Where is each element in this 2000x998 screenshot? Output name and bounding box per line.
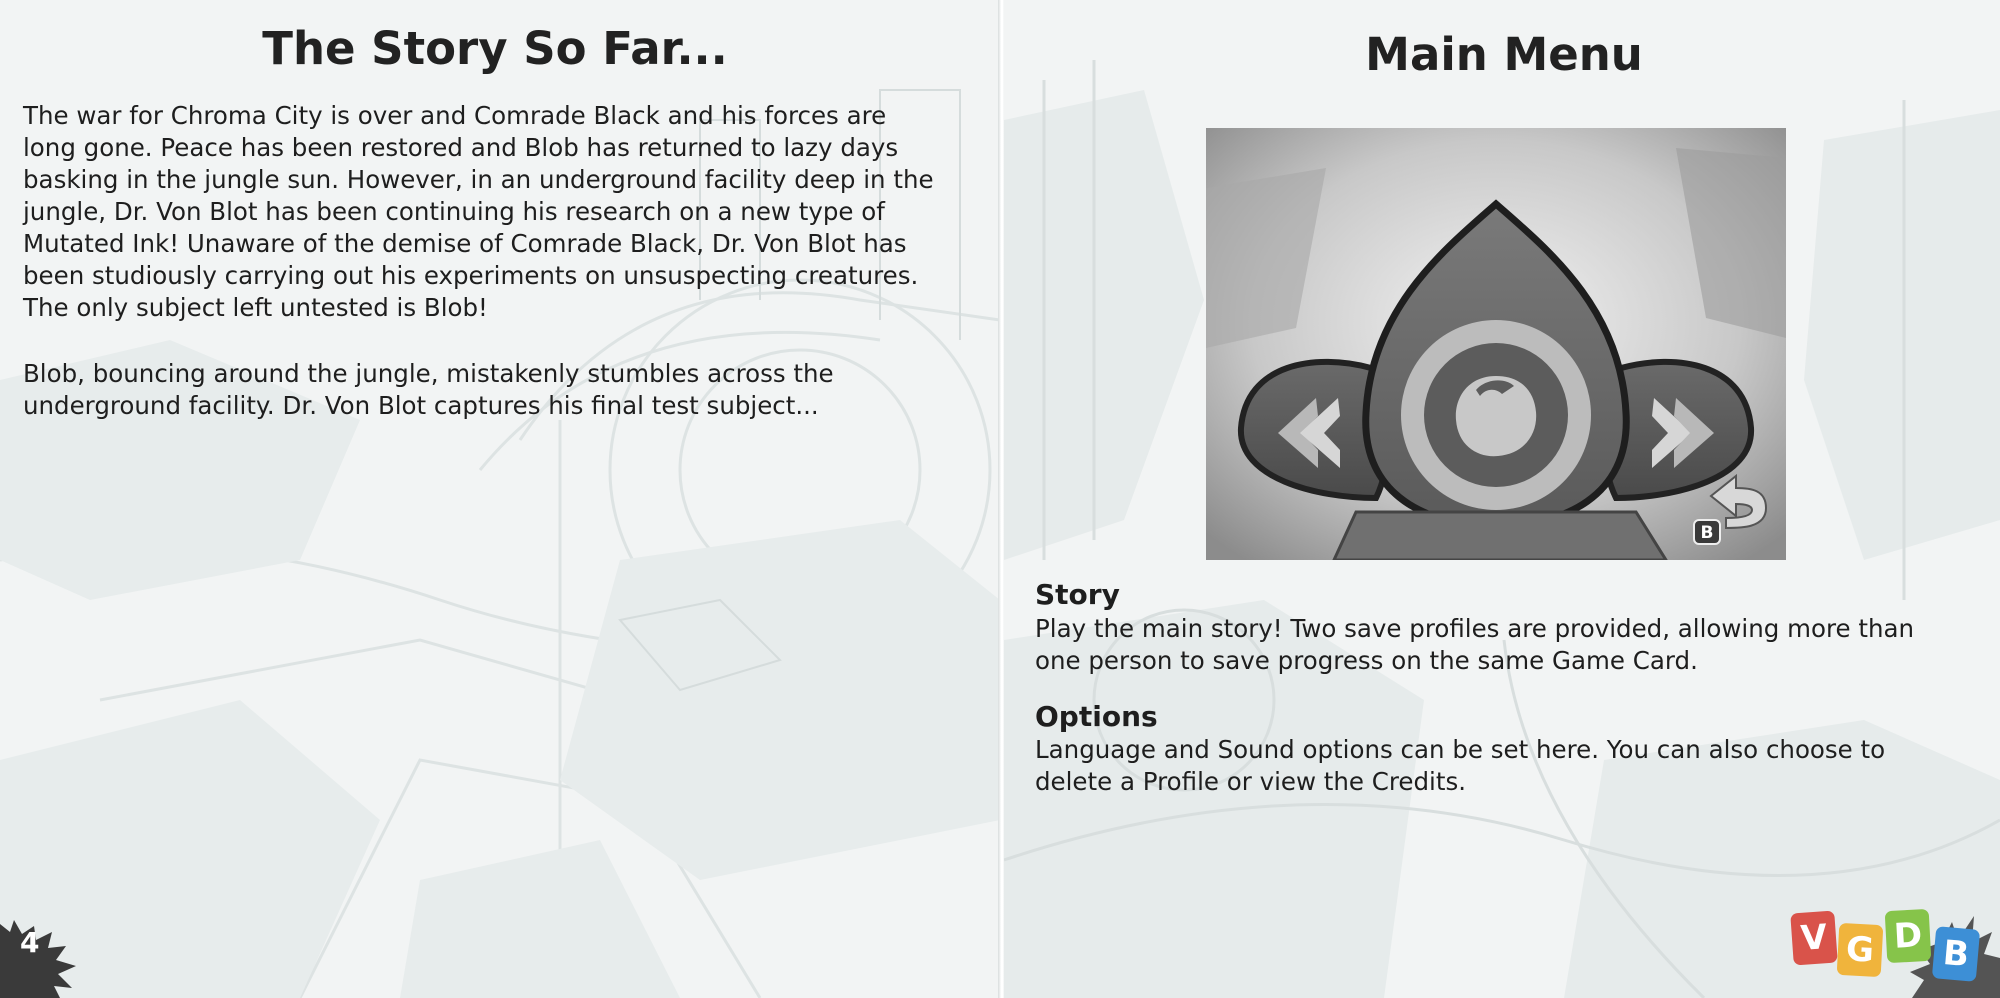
section-body-options — [1035, 734, 1885, 798]
section-body-story — [1035, 613, 1914, 677]
game-screenshot — [1206, 128, 1786, 560]
text-line: The only subject left untested is Blob! — [23, 293, 488, 322]
right-page — [1004, 0, 2000, 998]
page-title: Main Menu — [1365, 28, 1643, 81]
vgdb-watermark — [1792, 902, 2000, 998]
text-line: been studiously carrying out his experiments on unsuspecting creatures. — [23, 261, 919, 290]
text-line: Language and Sound options can be set here. You can also choose to — [1035, 735, 1886, 764]
watermark-letter: G — [1837, 923, 1884, 977]
text-line: one person to save progress on the same Game Card. — [1035, 646, 1698, 675]
section-heading-options: Options — [1035, 700, 1158, 733]
watermark-letter: B — [1932, 926, 1980, 982]
ink-splat-icon — [0, 918, 80, 998]
story-paragraph-2 — [23, 358, 834, 422]
blob-icon — [1456, 376, 1536, 456]
text-line: Blob, bouncing around the jungle, mistakenly stumbles across the — [23, 359, 834, 388]
page-title: The Story So Far... — [262, 22, 728, 75]
watermark-letter: V — [1790, 911, 1838, 966]
text-line: The war for Chroma City is over and Comrade Black and his forces are — [23, 101, 887, 130]
text-line: underground facility. Dr. Von Blot captures his final test subject... — [23, 391, 819, 420]
section-heading-story: Story — [1035, 578, 1120, 611]
text-line: Play the main story! Two save profiles are provided, allowing more than — [1035, 614, 1915, 643]
text-line: jungle, Dr. Von Blot has been continuing his research on a new type of — [23, 197, 885, 226]
text-line: delete a Profile or view the Credits. — [1035, 767, 1467, 796]
story-paragraph-1 — [23, 100, 934, 324]
text-line: basking in the jungle sun. However, in an underground facility deep in the — [23, 165, 934, 194]
page-number: 4 — [20, 926, 40, 959]
watermark-letter: D — [1885, 909, 1932, 963]
text-line: Mutated Ink! Unaware of the demise of Comrade Black, Dr. Von Blot has — [23, 229, 907, 258]
back-button-label: B — [1700, 523, 1714, 543]
text-line: long gone. Peace has been restored and Blob has returned to lazy days — [23, 133, 899, 162]
